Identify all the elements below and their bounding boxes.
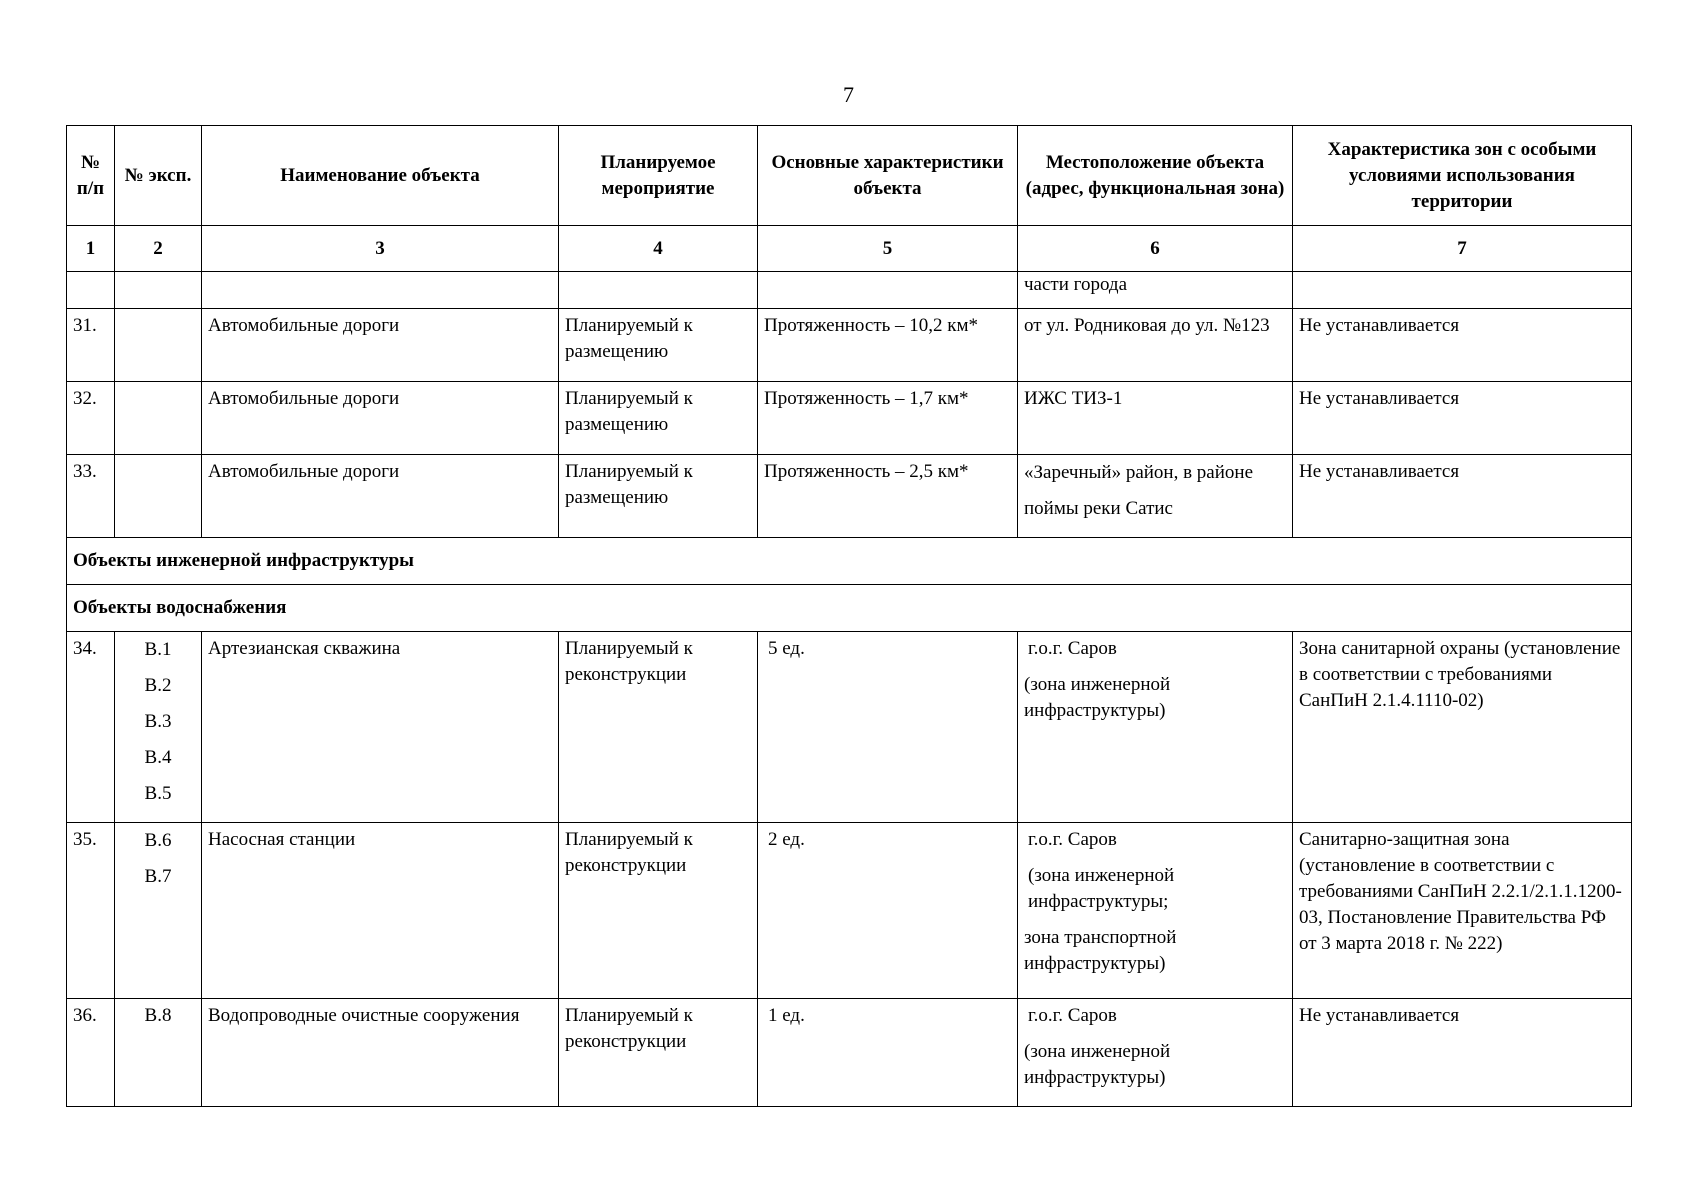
continuation-row bbox=[67, 272, 1632, 309]
cell-name: Артезианская скважина bbox=[202, 632, 559, 823]
cell-name: Автомобильные дороги bbox=[202, 382, 559, 455]
cell-zone: Зона санитарной охраны (установление в соответствии с требованиями СанПиН 2.1.4.1110-02) bbox=[1293, 632, 1632, 823]
cell-zone: Не устанавливается bbox=[1293, 999, 1632, 1107]
header-characteristics: Основные характеристики объекта bbox=[758, 126, 1018, 226]
cell-location: «Заречный» район, в районе поймы реки Сатис bbox=[1018, 455, 1293, 538]
cell-characteristics: 5 ед. bbox=[758, 632, 1018, 823]
cell-exp bbox=[115, 632, 202, 823]
cell-location bbox=[1018, 632, 1293, 823]
cell-num: 32. bbox=[67, 382, 115, 455]
cell-exp bbox=[115, 309, 202, 382]
col-number: 2 bbox=[115, 226, 202, 272]
cell-characteristics: Протяженность – 2,5 км* bbox=[758, 455, 1018, 538]
cell-action: Планируемый к реконструкции bbox=[559, 632, 758, 823]
header-zone: Характеристика зон с особыми условиями использования территории bbox=[1293, 126, 1632, 226]
cell-location: части города bbox=[1018, 272, 1293, 309]
exp-code: В.2 bbox=[144, 675, 172, 696]
cell-num: 33. bbox=[67, 455, 115, 538]
header-row bbox=[67, 126, 1632, 226]
cell-zone: Не устанавливается bbox=[1293, 382, 1632, 455]
section-title-water: Объекты водоснабжения bbox=[67, 585, 1632, 632]
table-row bbox=[67, 999, 1632, 1107]
exp-code: В.5 bbox=[144, 783, 172, 804]
cell-zone: Санитарно-защитная зона (установление в соответствии с требованиями СанПиН 2.2.1/2.1.1.1200-03, Постановление Правительства РФ от 3 марта 2018 г. № 222) bbox=[1293, 823, 1632, 999]
table-row bbox=[67, 382, 1632, 455]
cell-name: Водопроводные очистные сооружения bbox=[202, 999, 559, 1107]
section-title-engineering: Объекты инженерной инфраструктуры bbox=[67, 538, 1632, 585]
cell-num: 35. bbox=[67, 823, 115, 999]
cell-zone: Не устанавливается bbox=[1293, 309, 1632, 382]
cell-characteristics: 1 ед. bbox=[758, 999, 1018, 1107]
location-zone: (зона инженерной инфраструктуры; bbox=[1028, 865, 1175, 912]
header-action: Планируемое мероприятие bbox=[559, 126, 758, 226]
col-number: 6 bbox=[1018, 226, 1293, 272]
section-row bbox=[67, 585, 1632, 632]
cell-exp: В.8 bbox=[115, 999, 202, 1107]
cell-name: Насосная станции bbox=[202, 823, 559, 999]
cell-location: от ул. Родниковая до ул. №123 bbox=[1018, 309, 1293, 382]
exp-code: В.7 bbox=[144, 866, 172, 887]
cell-exp bbox=[115, 455, 202, 538]
header-num: № п/п bbox=[67, 126, 115, 226]
location-city: г.о.г. Саров bbox=[1028, 1005, 1117, 1026]
location-zone: (зона инженерной инфраструктуры) bbox=[1024, 674, 1171, 721]
header-location: Местоположение объекта (адрес, функциональная зона) bbox=[1018, 126, 1293, 226]
col-number: 7 bbox=[1293, 226, 1632, 272]
col-number: 4 bbox=[559, 226, 758, 272]
exp-code: В.1 bbox=[144, 639, 172, 660]
cell-name: Автомобильные дороги bbox=[202, 309, 559, 382]
exp-code: В.4 bbox=[144, 747, 172, 768]
cell-name: Автомобильные дороги bbox=[202, 455, 559, 538]
header-name: Наименование объекта bbox=[202, 126, 559, 226]
cell-num: 36. bbox=[67, 999, 115, 1107]
cell-action: Планируемый к размещению bbox=[559, 382, 758, 455]
table-row bbox=[67, 632, 1632, 823]
col-number: 3 bbox=[202, 226, 559, 272]
cell-location bbox=[1018, 999, 1293, 1107]
table-row bbox=[67, 309, 1632, 382]
page-number: 7 bbox=[843, 82, 854, 107]
cell-characteristics: Протяженность – 10,2 км* bbox=[758, 309, 1018, 382]
location-zone: зона транспортной инфраструктуры) bbox=[1024, 927, 1177, 974]
location-city: г.о.г. Саров bbox=[1028, 829, 1117, 850]
cell-action: Планируемый к реконструкции bbox=[559, 999, 758, 1107]
cell-action: Планируемый к размещению bbox=[559, 309, 758, 382]
exp-code: В.6 bbox=[144, 830, 172, 851]
cell-num: 34. bbox=[67, 632, 115, 823]
cell-zone: Не устанавливается bbox=[1293, 455, 1632, 538]
section-row bbox=[67, 538, 1632, 585]
cell-exp bbox=[115, 382, 202, 455]
exp-code: В.3 bbox=[144, 711, 172, 732]
cell-location: ИЖС ТИЗ-1 bbox=[1018, 382, 1293, 455]
cell-num: 31. bbox=[67, 309, 115, 382]
cell-action: Планируемый к размещению bbox=[559, 455, 758, 538]
header-exp: № эксп. bbox=[115, 126, 202, 226]
cell-characteristics: 2 ед. bbox=[758, 823, 1018, 999]
cell-exp bbox=[115, 823, 202, 999]
column-number-row bbox=[67, 226, 1632, 272]
table-row bbox=[67, 823, 1632, 999]
table-row bbox=[67, 455, 1632, 538]
location-city: г.о.г. Саров bbox=[1028, 638, 1117, 659]
objects-table bbox=[66, 125, 1632, 1107]
location-zone: (зона инженерной инфраструктуры) bbox=[1024, 1041, 1171, 1088]
cell-characteristics: Протяженность – 1,7 км* bbox=[758, 382, 1018, 455]
cell-action: Планируемый к реконструкции bbox=[559, 823, 758, 999]
col-number: 1 bbox=[67, 226, 115, 272]
col-number: 5 bbox=[758, 226, 1018, 272]
cell-location bbox=[1018, 823, 1293, 999]
